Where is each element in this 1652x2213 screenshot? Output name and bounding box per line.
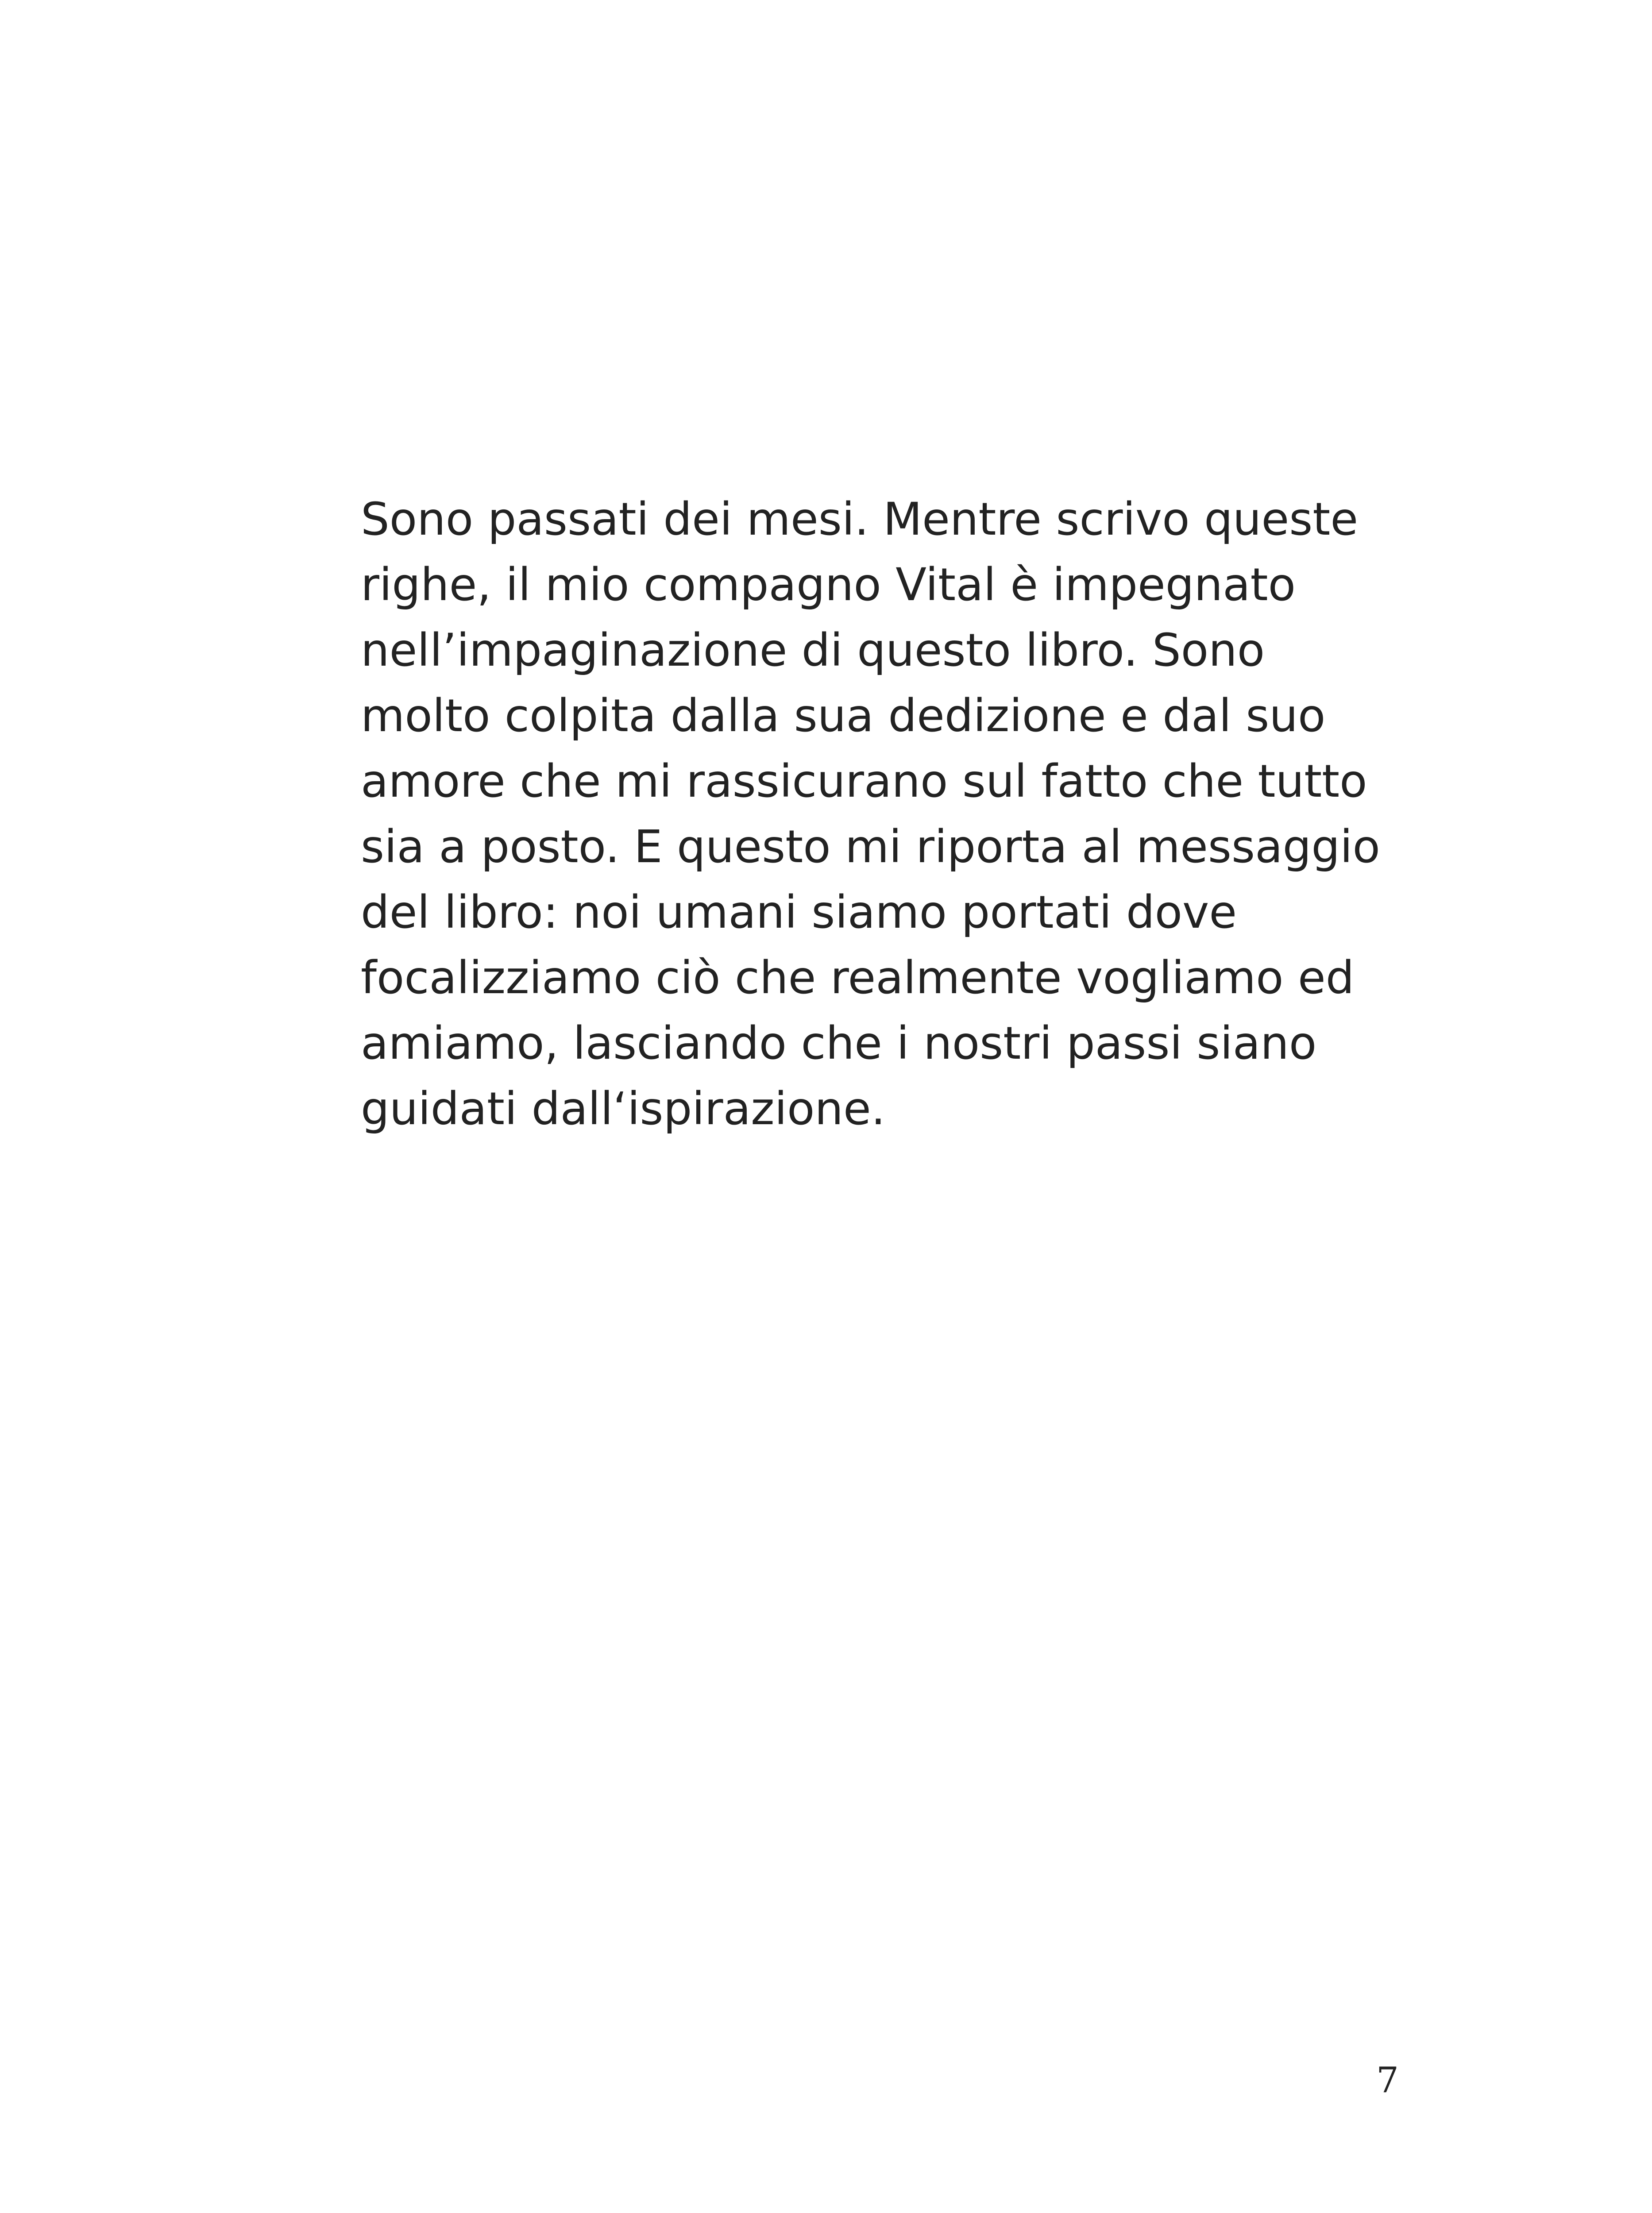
paragraph-line: righe, il mio compagno Vital è impegnato [361,559,1296,611]
paragraph-line: Sono passati dei mesi. Mentre scrivo queste [361,493,1359,546]
paragraph-line: sia a posto. E questo mi riporta al messaggio [361,821,1380,873]
paragraph-line: molto colpita dalla sua dedizione e dal suo [361,690,1326,742]
paragraph-line: focalizziamo ciò che realmente vogliamo ed [361,952,1355,1004]
paragraph-line: nell’impaginazione di questo libro. Sono [361,624,1265,677]
paragraph-line: guidati dall‘ispirazione. [361,1083,886,1135]
paragraph-line: del libro: noi umani siamo portati dove [361,886,1237,939]
paragraph-line: amore che mi rassicurano sul fatto che tutto [361,755,1367,808]
paragraph-line: amiamo, lasciando che i nostri passi siano [361,1017,1317,1070]
page-number: 7 [1376,2059,1399,2101]
body-paragraph [361,487,1432,1142]
